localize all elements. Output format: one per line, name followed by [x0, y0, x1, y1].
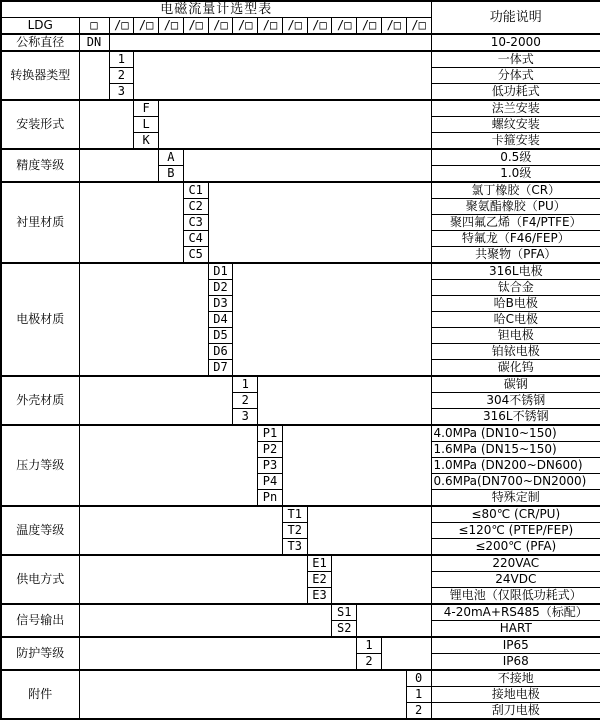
code-cell: D7: [208, 360, 233, 377]
desc-cell: 220VAC: [431, 555, 600, 572]
code-cell: T3: [282, 539, 307, 556]
model-box-cell: /□: [357, 18, 382, 35]
code-cell: E2: [307, 572, 332, 588]
code-cell: 2: [357, 654, 382, 671]
spacer-cell: [159, 100, 432, 149]
code-cell: 3: [233, 409, 258, 426]
desc-cell: 不接地: [431, 670, 600, 687]
code-cell: L: [134, 117, 159, 133]
spacer-cell: [233, 263, 431, 376]
category-label: 外壳材质: [1, 376, 79, 425]
code-cell: 1: [233, 376, 258, 393]
category-label: 供电方式: [1, 555, 79, 604]
code-cell: 2: [233, 393, 258, 409]
code-cell: C4: [183, 231, 208, 247]
model-box-cell: /□: [332, 18, 357, 35]
category-label: 信号输出: [1, 604, 79, 637]
code-cell: D2: [208, 280, 233, 296]
desc-cell: 分体式: [431, 68, 600, 84]
code-cell: C1: [183, 182, 208, 199]
category-label: 防护等级: [1, 637, 79, 670]
desc-cell: 共聚物（PFA）: [431, 247, 600, 264]
spacer-cell: [79, 506, 282, 555]
spacer-cell: [79, 51, 109, 100]
code-cell: C3: [183, 215, 208, 231]
desc-cell: 10-2000: [431, 34, 600, 51]
desc-cell: 0.6MPa(DN700~DN2000): [431, 474, 600, 490]
desc-cell: 铂铱电极: [431, 344, 600, 360]
model-box-cell: /□: [183, 18, 208, 35]
spacer-cell: [79, 637, 357, 670]
model-box-first: □: [79, 18, 109, 35]
desc-cell: 卡箍安装: [431, 133, 600, 150]
page-title: 电磁流量计选型表: [1, 1, 431, 18]
model-box-cell: /□: [159, 18, 184, 35]
category-label: 精度等级: [1, 149, 79, 182]
category-label: 温度等级: [1, 506, 79, 555]
code-cell: 1: [406, 687, 431, 703]
spacer-cell: [109, 34, 431, 51]
spacer-cell: [183, 149, 431, 182]
desc-cell: 法兰安装: [431, 100, 600, 117]
desc-cell: HART: [431, 621, 600, 638]
category-label: 安装形式: [1, 100, 79, 149]
category-label: 压力等级: [1, 425, 79, 506]
desc-cell: ≤80℃ (CR/PU): [431, 506, 600, 523]
category-label: 电极材质: [1, 263, 79, 376]
code-cell: P2: [258, 442, 283, 458]
code-cell: E3: [307, 588, 332, 605]
code-cell: S2: [332, 621, 357, 638]
model-box-cell: /□: [406, 18, 431, 35]
function-column-header: 功能说明: [431, 1, 600, 34]
code-cell: Pn: [258, 490, 283, 507]
code-cell: C2: [183, 199, 208, 215]
spacer-cell: [79, 670, 406, 719]
model-box-cell: /□: [208, 18, 233, 35]
model-prefix-label: LDG: [1, 18, 79, 35]
spacer-cell: [79, 182, 183, 263]
code-cell: 0: [406, 670, 431, 687]
desc-cell: 特氟龙（F46/FEP）: [431, 231, 600, 247]
desc-cell: 316L电极: [431, 263, 600, 280]
code-cell: 2: [406, 703, 431, 720]
code-cell: S1: [332, 604, 357, 621]
desc-cell: ≤120℃ (PTEP/FEP): [431, 523, 600, 539]
desc-cell: 24VDC: [431, 572, 600, 588]
spacer-cell: [332, 555, 431, 604]
dn-cell: DN: [79, 34, 109, 51]
spacer-cell: [79, 555, 307, 604]
desc-cell: 一体式: [431, 51, 600, 68]
desc-cell: 钽电极: [431, 328, 600, 344]
code-cell: B: [159, 166, 184, 183]
code-cell: 1: [357, 637, 382, 654]
desc-cell: 聚氨酯橡胶（PU）: [431, 199, 600, 215]
code-cell: E1: [307, 555, 332, 572]
desc-cell: 聚四氟乙烯（F4/PTFE）: [431, 215, 600, 231]
spacer-cell: [79, 604, 332, 637]
code-cell: 1: [109, 51, 134, 68]
desc-cell: 碳化钨: [431, 360, 600, 377]
category-label: 公称直径: [1, 34, 79, 51]
spacer-cell: [307, 506, 431, 555]
spacer-cell: [282, 425, 431, 506]
desc-cell: 锂电池（仅限低功耗式）: [431, 588, 600, 605]
spacer-cell: [208, 182, 431, 263]
spacer-cell: [79, 263, 208, 376]
desc-cell: 特殊定制: [431, 490, 600, 507]
model-box-cell: /□: [134, 18, 159, 35]
desc-cell: 304不锈钢: [431, 393, 600, 409]
code-cell: A: [159, 149, 184, 166]
code-cell: P1: [258, 425, 283, 442]
model-box-cell: /□: [307, 18, 332, 35]
desc-cell: 哈C电极: [431, 312, 600, 328]
code-cell: K: [134, 133, 159, 150]
model-box-cell: /□: [282, 18, 307, 35]
code-cell: 3: [109, 84, 134, 101]
spacer-cell: [357, 604, 431, 637]
category-label: 衬里材质: [1, 182, 79, 263]
code-cell: F: [134, 100, 159, 117]
model-box-cell: /□: [109, 18, 134, 35]
model-box-cell: /□: [258, 18, 283, 35]
desc-cell: 氯丁橡胶（CR）: [431, 182, 600, 199]
code-cell: D5: [208, 328, 233, 344]
desc-cell: 316L不锈钢: [431, 409, 600, 426]
spacer-cell: [79, 425, 258, 506]
spacer-cell: [381, 637, 431, 670]
desc-cell: ≤200℃ (PFA): [431, 539, 600, 556]
code-cell: P3: [258, 458, 283, 474]
model-box-cell: /□: [381, 18, 406, 35]
model-box-cell: /□: [233, 18, 258, 35]
code-cell: T2: [282, 523, 307, 539]
desc-cell: 4-20mA+RS485（标配）: [431, 604, 600, 621]
desc-cell: 低功耗式: [431, 84, 600, 101]
desc-cell: IP65: [431, 637, 600, 654]
spacer-cell: [134, 51, 431, 100]
desc-cell: 碳钢: [431, 376, 600, 393]
code-cell: D3: [208, 296, 233, 312]
desc-cell: 哈B电极: [431, 296, 600, 312]
code-cell: D4: [208, 312, 233, 328]
desc-cell: 钛合金: [431, 280, 600, 296]
desc-cell: 1.6MPa (DN15~150): [431, 442, 600, 458]
category-label: 转换器类型: [1, 51, 79, 100]
spacer-cell: [79, 149, 159, 182]
desc-cell: 0.5级: [431, 149, 600, 166]
spacer-cell: [258, 376, 431, 425]
desc-cell: 1.0MPa (DN200~DN600): [431, 458, 600, 474]
code-cell: D1: [208, 263, 233, 280]
desc-cell: 刮刀电极: [431, 703, 600, 720]
desc-cell: 螺纹安装: [431, 117, 600, 133]
code-cell: 2: [109, 68, 134, 84]
code-cell: T1: [282, 506, 307, 523]
code-cell: C5: [183, 247, 208, 264]
code-cell: P4: [258, 474, 283, 490]
spacer-cell: [79, 100, 134, 149]
desc-cell: 接地电极: [431, 687, 600, 703]
desc-cell: 4.0MPa (DN10~150): [431, 425, 600, 442]
category-label: 附件: [1, 670, 79, 719]
code-cell: D6: [208, 344, 233, 360]
desc-cell: IP68: [431, 654, 600, 671]
spacer-cell: [79, 376, 233, 425]
desc-cell: 1.0级: [431, 166, 600, 183]
